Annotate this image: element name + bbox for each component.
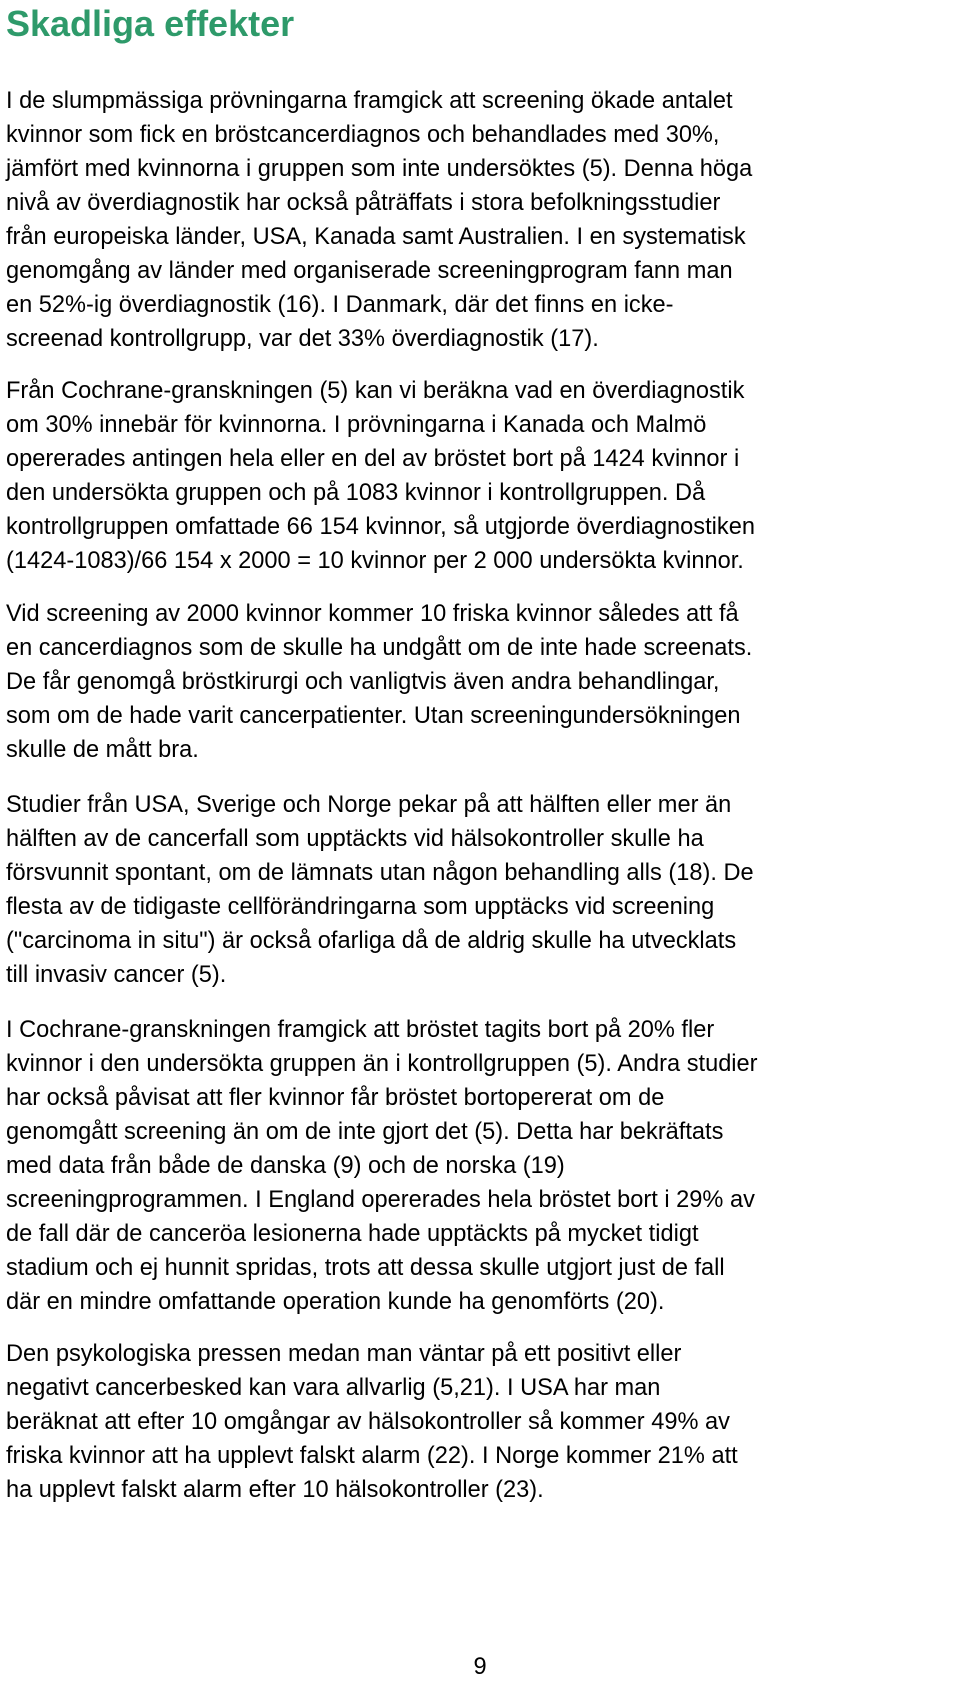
text-line: en 52%-ig överdiagnostik (16). I Danmark, där det finns en icke- — [6, 292, 674, 318]
text-line: från europeiska länder, USA, Kanada samt Australien. I en systematisk — [6, 224, 746, 250]
text-line: jämfört med kvinnorna i gruppen som inte undersöktes (5). Denna höga — [6, 156, 753, 182]
text-line: en cancerdiagnos som de skulle ha undgått om de inte hade screenats. — [6, 635, 753, 661]
text-line: med data från både de danska (9) och de norska (19) — [6, 1153, 565, 1179]
text-line: opererades antingen hela eller en del av bröstet bort på 1424 kvinnor i — [6, 446, 740, 472]
text-line: De får genomgå bröstkirurgi och vanligtvis även andra behandlingar, — [6, 669, 720, 695]
text-line: ha upplevt falskt alarm efter 10 hälsokontroller (23). — [6, 1477, 544, 1503]
text-line: stadium och ej hunnit spridas, trots att dessa skulle utgjort just de fall — [6, 1255, 725, 1281]
text-line: ("carcinoma in situ") är också ofarliga då de aldrig skulle ha utvecklats — [6, 928, 737, 954]
text-line: försvunnit spontant, om de lämnats utan någon behandling alls (18). De — [6, 860, 754, 886]
text-line: som om de hade varit cancerpatienter. Utan screeningundersökningen — [6, 703, 741, 729]
text-line: kontrollgruppen omfattade 66 154 kvinnor, så utgjorde överdiagnostiken — [6, 514, 755, 540]
text-line: Vid screening av 2000 kvinnor kommer 10 friska kvinnor således att få — [6, 601, 739, 627]
text-line: om 30% innebär för kvinnorna. I prövningarna i Kanada och Malmö — [6, 412, 707, 438]
paragraph — [6, 1337, 738, 1507]
text-line: genomgång av länder med organiserade screeningprogram fann man — [6, 258, 733, 284]
text-line: där en mindre omfattande operation kunde ha genomförts (20). — [6, 1289, 665, 1315]
paragraph — [6, 1013, 758, 1319]
text-line: kvinnor i den undersökta gruppen än i kontrollgruppen (5). Andra studier — [6, 1051, 758, 1077]
text-line: screenad kontrollgrupp, var det 33% överdiagnostik (17). — [6, 326, 599, 352]
paragraph — [6, 597, 752, 767]
text-line: Studier från USA, Sverige och Norge pekar på att hälften eller mer än — [6, 792, 732, 818]
text-line: hälften av de cancerfall som upptäckts vid hälsokontroller skulle ha — [6, 826, 704, 852]
text-line: har också påvisat att fler kvinnor får bröstet bortopererat om de — [6, 1085, 665, 1111]
text-line: till invasiv cancer (5). — [6, 962, 227, 988]
text-line: I Cochrane-granskningen framgick att bröstet tagits bort på 20% fler — [6, 1017, 715, 1043]
text-line: negativt cancerbesked kan vara allvarlig (5,21). I USA har man — [6, 1375, 661, 1401]
text-line: screeningprogrammen. I England opererades hela bröstet bort i 29% av — [6, 1187, 755, 1213]
text-line: Från Cochrane-granskningen (5) kan vi beräkna vad en överdiagnostik — [6, 378, 745, 404]
text-line: nivå av överdiagnostik har också påträffats i stora befolkningsstudier — [6, 190, 721, 216]
text-line: de fall där de canceröa lesionerna hade upptäckts på mycket tidigt — [6, 1221, 699, 1247]
text-line: beräknat att efter 10 omgångar av hälsokontroller så kommer 49% av — [6, 1409, 730, 1435]
paragraph — [6, 788, 754, 992]
section-heading: Skadliga effekter — [6, 3, 295, 44]
text-line: skulle de mått bra. — [6, 737, 199, 763]
text-line: kvinnor som fick en bröstcancerdiagnos och behandlades med 30%, — [6, 122, 720, 148]
text-line: I de slumpmässiga prövningarna framgick att screening ökade antalet — [6, 88, 733, 114]
page-number: 9 — [473, 1654, 487, 1680]
text-line: flesta av de tidigaste cellförändringarna som upptäcks vid screening — [6, 894, 715, 920]
text-line: genomgått screening än om de inte gjort det (5). Detta har bekräftats — [6, 1119, 724, 1145]
paragraph — [6, 374, 755, 578]
paragraph — [6, 84, 752, 356]
text-line: (1424-1083)/66 154 x 2000 = 10 kvinnor per 2 000 undersökta kvinnor. — [6, 548, 744, 574]
text-line: den undersökta gruppen och på 1083 kvinnor i kontrollgruppen. Då — [6, 480, 706, 506]
text-line: friska kvinnor att ha upplevt falskt alarm (22). I Norge kommer 21% att — [6, 1443, 738, 1469]
text-line: Den psykologiska pressen medan man väntar på ett positivt eller — [6, 1341, 682, 1367]
